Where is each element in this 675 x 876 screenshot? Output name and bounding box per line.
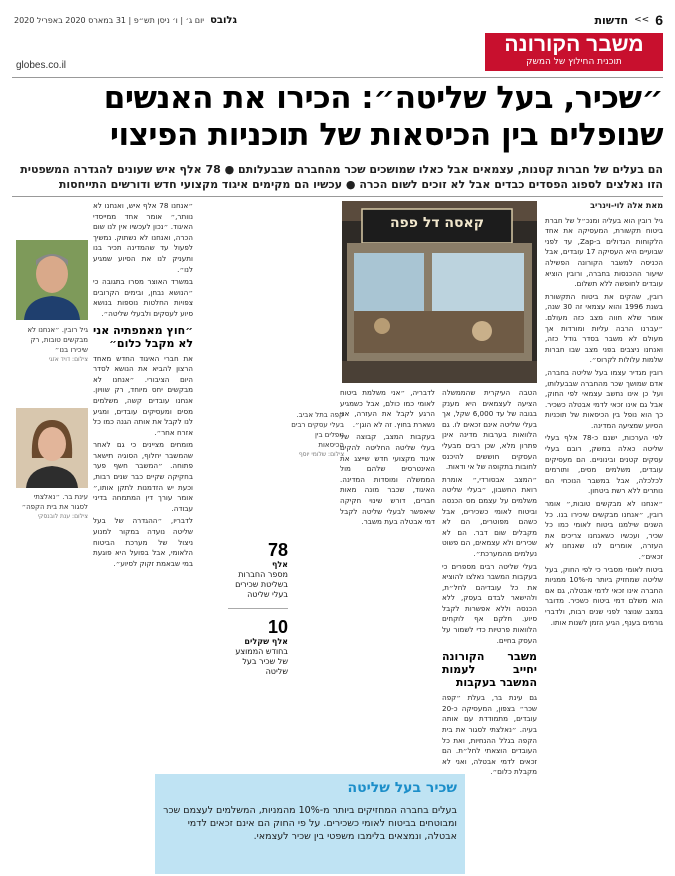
- headline: [12, 80, 663, 154]
- stat-unit-2: אלף שקלים: [244, 637, 288, 646]
- stat-divider: [228, 608, 288, 609]
- headline-line-1: ״שכיר, בעל שליטה״: הכירו את האנשים: [103, 80, 663, 116]
- paragraph: ״המצב אבסורדי,״ אומרת רואת החשבון, ״בעלי שליטה משלמים על עצמם מס הכנסה וביטוח לאומי כשכירים, אבל כשהם מפוטרים, הם לא מקבלים שום דבר. הם לא שכירים ולא עצמאים, הם פשוט נעלמים מהמערכת״.: [442, 474, 537, 558]
- definition-title: שכיר בעל שליטה: [347, 780, 457, 796]
- profile-caption-2-text: עינת בר. ״נאלצתי לסגור את בית הקפה״: [21, 493, 88, 511]
- banner-subtitle: תוכנית החילוץ של המשק: [526, 57, 622, 67]
- profile-credit-2: צילום: ענת לובנסקי: [37, 513, 88, 520]
- paragraph: מומחים מציינים כי גם לאחר שהמשבר יחלוף, הסוגיה תישאר פתוחה. ״המשבר חשף פער בחקיקה שקיים כבר שנים רבות, וכעת יש הזדמנות לתקן אותו,״ אומר עורך דין המתמחה בדיני עבודה.: [93, 440, 193, 513]
- paragraph: רובין מגדיר עצמו בעל שליטה בחברה, אדם שמושך שכר מהחברה שבבעלותו, ועל כן אינו נחשב עצמאי לפי החוק, אבל גם אינו זכאי לדמי אבטלה כשכיר. כך הוא נופל בין הכיסאות של תוכניות הסיוע שמציעה המדינה.: [545, 367, 663, 430]
- paragraph: ״אנחנו לא מבקשים טובות,״ אומר רובין, ״אנחנו מבקשים שיכירו בנו. כל השנים שילמנו ביטוח לאומי כמו כל שכיר, ועכשיו כשאנחנו צריכים את העזרה, אומרים לנו שאנחנו לא זכאים״.: [545, 499, 663, 561]
- paragraph: הטבה העיקרית שהממשלה הציעה לעצמאים היא מענק בגובה של עד 6,000 שקל, אך בעלי שליטה אינם זכאים לו. גם הלוואות בערבות מדינה אינן פתרון מלא, שכן רבים מבעלי העסקים חוששים להיכנס לחובות בתקופה של אי ודאות.: [442, 388, 538, 472]
- paragraph: גם עינת בר, בעלת ״קפה שכר״ בצפון, המעסיקה כ-20 עובדים, מתמודדת עם אותה בעיה. ״נאלצתי לסגור את בית הקפה בגלל ההנחיות, ואת כל העובדים הוצאתי לחל״ת. הם זכאים לדמי אבטלה, ואני לא מקבלת כלום״.: [442, 693, 537, 777]
- page-header: [14, 10, 663, 30]
- paragraph: לפי הערכות, ישנם כ-78 אלף בעלי שליטה כאלה במשק, רובם בעלי עסקים קטנים ובינוניים. הם מעסיקים עובדים, משלמים מסים, ותורמים לכלכלה, אבל במשבר הנוכחי הם נותרים ללא רשת ביטחון.: [545, 433, 664, 496]
- photo-caption-text: קפה בתל אביב. בעלי עסקים רבים נופלים בין הכיסאות: [291, 411, 344, 449]
- profile-photo-1: [16, 240, 88, 320]
- subheadline: [12, 162, 663, 192]
- article-column-left: [93, 201, 193, 861]
- headline-line-2: שנופלים בין הכיסאות של תוכניות הפיצוי: [109, 117, 663, 153]
- subheadline-line-1: הם בעלים של חברות קטנות, עצמאים אבל כאלו שמושכים שכר מהחברה שבבעלותם ● 78 אלף איש שעונים להגדרה המשפטית: [20, 163, 663, 176]
- paragraph: ״אנחנו 78 אלף איש, ואנחנו לא נוותר,״ אומר אחד ממייסדי האיגוד. ״נכון לעכשיו אין לנו שום הכרה, ואנחנו לא נשתוק. נמשיך לפעול עד שהמדינה תכיר בנו ותעניק לנו את הסיוע שמגיע לנו״.: [93, 201, 193, 274]
- photo-credit: צילום: שלומי יוסף: [298, 451, 344, 458]
- article-column-mid-left: [340, 388, 435, 758]
- issue-date: יום ג׳ | ו׳ ניסן תש״פ | 31 במארס 2020 באפריל 2020: [14, 15, 205, 25]
- paragraph: במשרד האוצר מסרו בתגובה כי ״הנושא נבחן, ובימים הקרובים צפויות החלטות נוספות בנושא סיוע לעסקים ולבעלי שליטה״.: [93, 277, 193, 318]
- byline: מאת אלה לוי-וינריב: [590, 201, 663, 210]
- stat-label-2: בחודש הממוצע של שכיר בעל שליטה: [235, 647, 288, 676]
- profile-caption-2: [16, 492, 88, 522]
- paragraph: בעלי שליטה רבים מספרים כי בעקבות המשבר נאלצו להוציא את כל עובדיהם לחל״ת, ולהישאר לבדם בעסק, ללא הכנסה וללא אפשרות לקבל סיוע. חלקם אף לוקחים הלוואות פרטיות כדי לשמור על העסק בחיים.: [442, 561, 537, 645]
- section-heading: משבר הקורונה יחייב לעמות המשבר בעקבות: [442, 650, 537, 690]
- cafe-sign: קאסה דל פפה: [389, 215, 485, 231]
- paragraph: את חברי האיגוד החדש מאחד הרצון להביא את הנושא לסדר היום הציבורי. ״אנחנו לא מבקשים יחס מיוחד, רק שוויון. אנחנו עובדים קשה, משלמים מסים ומעסיקים עובדים, ומגיע לנו לקבל את אותה הגנה כמו כל אזרח אחר״.: [93, 353, 193, 437]
- subheadline-line-2: הזו נאלצים לספוג הפסדים כבדים אבל לא זוכים לשום הכרה ● עכשיו הם מקימים איגוד מקצועי חדש ודורשים התייחסות: [58, 178, 663, 191]
- header-divider: [12, 77, 663, 78]
- profile-caption-1: [16, 325, 88, 365]
- definition-text: בעלים בחברה המחזיקים ביותר מ-10% מהמניות, המשלמים לעצמם שכר ומבוטחים בביטוח לאומי כשכירים. על פי החוק הם אינם זכאים לדמי אבטלה, ונמצאים בלימבו משפטי בין שכיר לעצמאי.: [163, 805, 457, 842]
- cafe-photo: [342, 201, 537, 383]
- banner-title: משבר הקורונה: [504, 33, 644, 56]
- paragraph: לדבריה, ״אני משלמת ביטוח לאומי כמו כולם, אבל כשמגיע הרגע לקבל את העזרה, אני נשארת בחוץ. זה לא הוגן״.: [340, 388, 435, 429]
- stat-number-1: 78: [267, 540, 288, 560]
- profile-caption-1-text: גיל רובין. ״אנחנו לא מבקשים טובות, רק שיכירו בנו״: [27, 326, 88, 354]
- photo-caption: [288, 410, 344, 460]
- section-name: חדשות: [594, 13, 629, 27]
- man-portrait: [16, 240, 88, 320]
- profile-photo-2: [16, 408, 88, 488]
- stats-box: [228, 540, 288, 677]
- woman-portrait: [16, 408, 88, 488]
- definition-box: [155, 774, 465, 874]
- profile-credit-1: צילום: דויד אזגי: [48, 356, 88, 363]
- stat-unit-1: אלף: [271, 560, 288, 569]
- site-url: globes.co.il: [16, 60, 67, 71]
- article-column-mid-right: [442, 388, 538, 777]
- paragraph: בעקבות המצב, קבוצה של בעלי שליטה החליטה להקים איגוד מקצועי חדש שייצג את האינטרסים שלהם מול הממשלה ומוסדות המדינה. האיגוד, שכבר מונה מאות חברים, דורש שינוי חקיקה שיאפשר לבעלי שליטה לקבל דמי אבטלה בעת משבר.: [340, 432, 435, 527]
- stat-number-2: 10: [267, 617, 288, 637]
- paragraph: ביטוח לאומי מסביר כי לפי החוק, בעל שליטה שמחזיק ביותר מ-10% ממניות החברה אינו זכאי לדמי אבטלה, גם אם הוא משלם דמי ביטוח כשכיר. מדובר במצב שנוצר לפני שנים רבות, ולדברי גורמים בענף, הגיע הזמן לשנות אותו.: [545, 564, 664, 627]
- stat-label-1: מספר החברות בשליטת שכירים בעלי שליטה: [235, 570, 288, 599]
- article-column-right: [545, 201, 663, 861]
- page-number: 6: [655, 12, 663, 28]
- corona-crisis-banner: [485, 33, 663, 71]
- header-arrows: >>: [634, 15, 650, 25]
- paragraph: רובין, שהקים את ביטוח התקשורת בשנת 1996 והוא עצמאי זה 30 שנה, אומר שלא חווה מצב כזה מעולם. ״עברנו הרבה עליות ומורדות אך מעולם לא משבר בסדר גודל כזה, ואנחנו ניצבים בפני מצב שבו חברות שלמות עלולות לקרוס״.: [545, 291, 663, 365]
- subhead-divider: [12, 196, 663, 197]
- pull-quote: ״חוץ מאמפתיה אני לא מקבל כלום״: [93, 323, 193, 350]
- paragraph: לדבריו, ״ההגדרה של בעל שליטה נועדה במקור למנוע ניצול של מערכת הביטוח הלאומי, אבל בפועל היא פוגעת במי שבאמת זקוק לסיוע״.: [93, 516, 193, 568]
- publication-name: גלובס: [210, 14, 237, 26]
- paragraph: גיל רובין הוא בעליה ומנכ״ל של חברת ביטוח תקשורת, המעסיקה את אחד הלקוחות הגדולים ב-Zap, עד לפני שבועיים היא העסיקה 17 עובדים, אבל הכניסה למשבר הקורונה הפשילה שיעור ההכנסות בחברה, ורובין הוציא עובדים לחופשה ללא תשלום.: [545, 215, 663, 289]
